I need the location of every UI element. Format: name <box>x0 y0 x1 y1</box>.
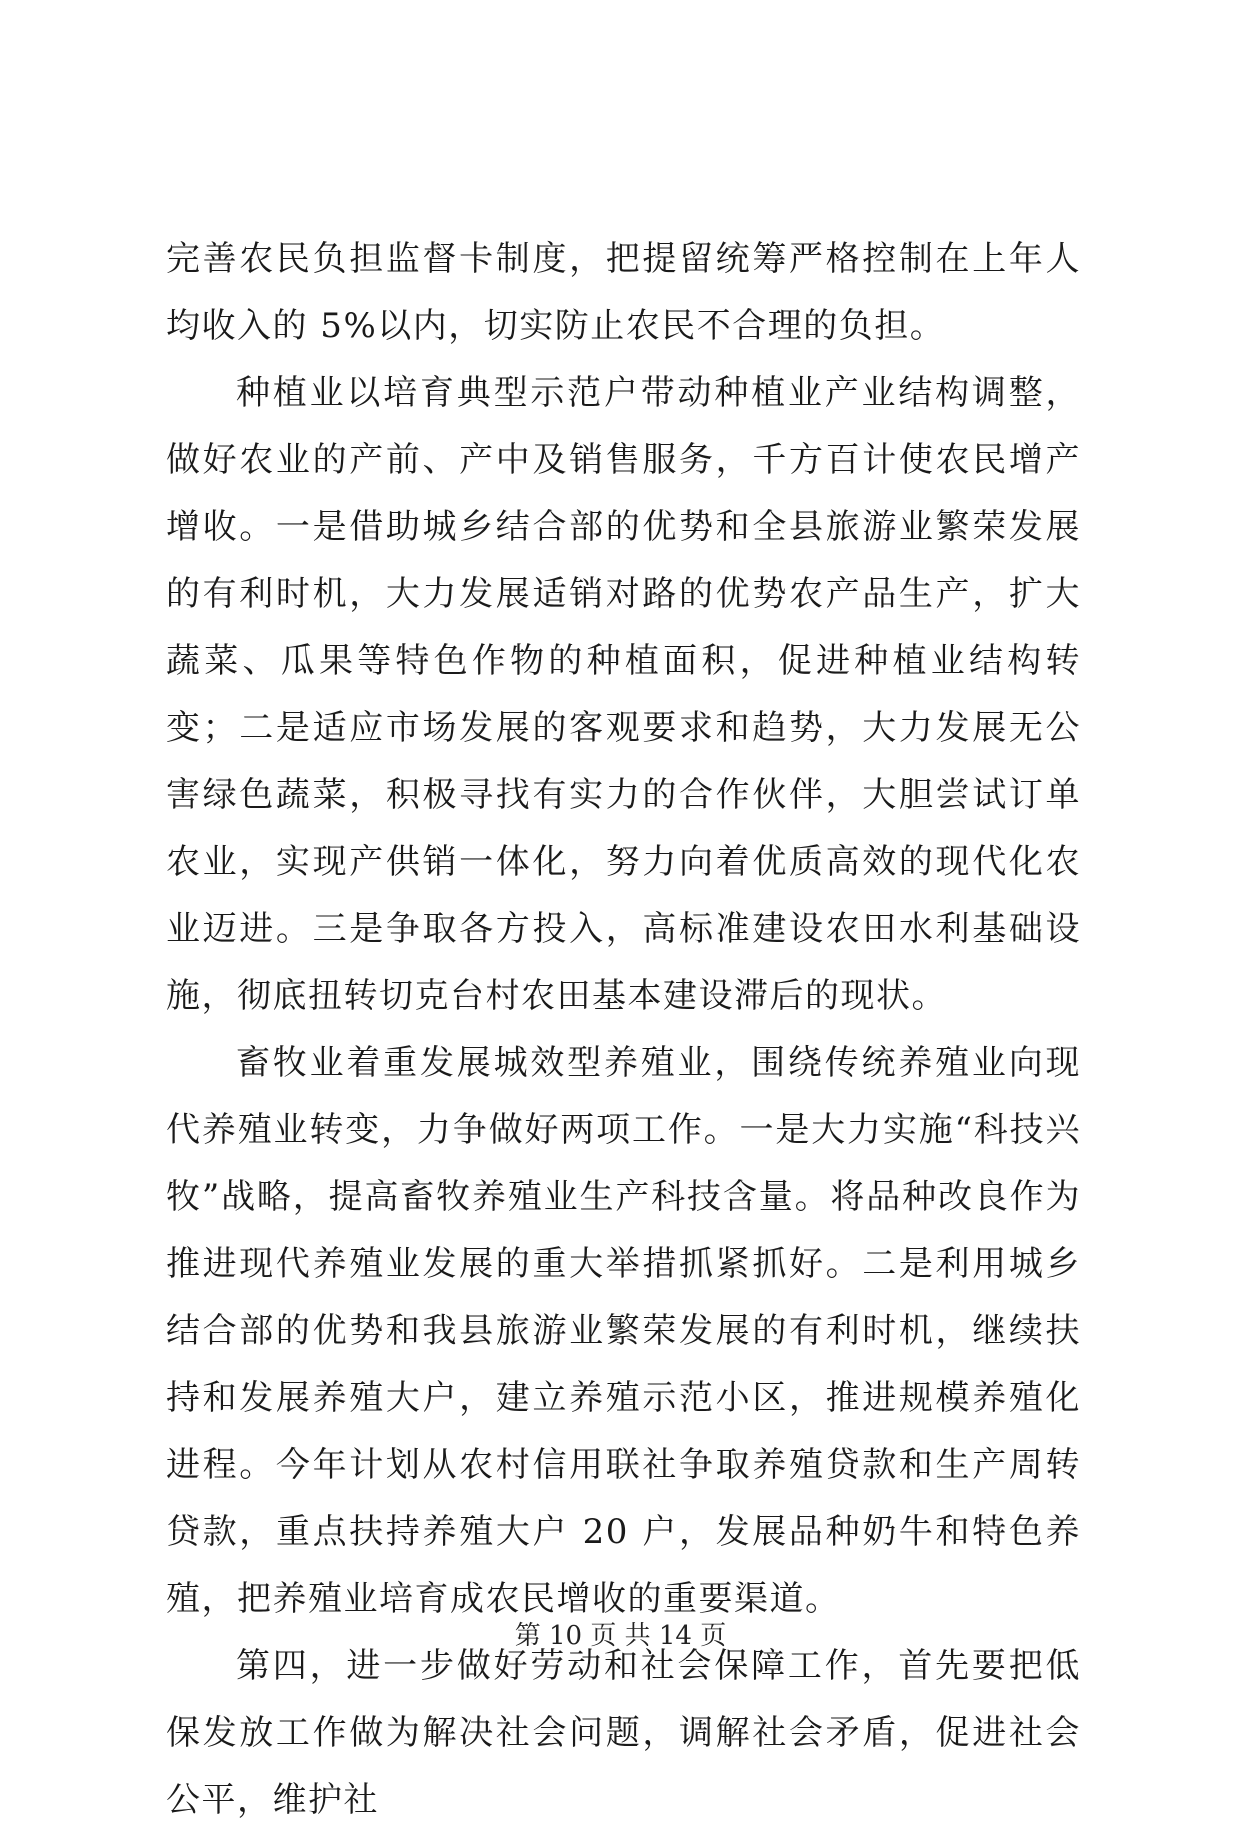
page-number-footer: 第 10 页 共 14 页 <box>514 1621 727 1651</box>
paragraph-continuation: 完善农民负担监督卡制度，把提留统筹严格控制在上年人均收入的 5%以内，切实防止农民不合理的负担。 <box>166 239 1081 346</box>
paragraph-livestock: 畜牧业着重发展城效型养殖业，围绕传统养殖业向现代养殖业转变，力争做好两项工作。一是大力实施“科技兴牧”战略，提高畜牧养殖业生产科技含量。将品种改良作为推进现代养殖业发展的重大举措抓紧抓好。二是利用城乡结合部的优势和我县旅游业繁荣发展的有利时机，继续扶持和发展养殖大户，建立养殖示范小区，推进规模养殖化进程。今年计划从农村信用联社争取养殖贷款和生产周转贷款，重点扶持养殖大户 20 户，发展品种奶牛和特色养殖，把养殖业培育成农民增收的重要渠道。 <box>166 1043 1081 1619</box>
paragraph-planting: 种植业以培育典型示范户带动种植业产业结构调整，做好农业的产前、产中及销售服务，千方百计使农民增产增收。一是借助城乡结合部的优势和全县旅游业繁荣发展的有利时机，大力发展适销对路的优势农产品生产，扩大蔬菜、瓜果等特色作物的种植面积，促进种植业结构转变；二是适应市场发展的客观要求和趋势，大力发展无公害绿色蔬菜，积极寻找有实力的合作伙伴，大胆尝试订单农业，实现产供销一体化，努力向着优质高效的现代化农业迈进。三是争取各方投入，高标准建设农田水利基础设施，彻底扭转切克台村农田基本建设滞后的现状。 <box>166 373 1081 1016</box>
document-body <box>166 226 1081 1834</box>
paragraph-social-security: 第四，进一步做好劳动和社会保障工作，首先要把低保发放工作做为解决社会问题，调解社会矛盾，促进社会公平，维护社 <box>166 1646 1081 1820</box>
